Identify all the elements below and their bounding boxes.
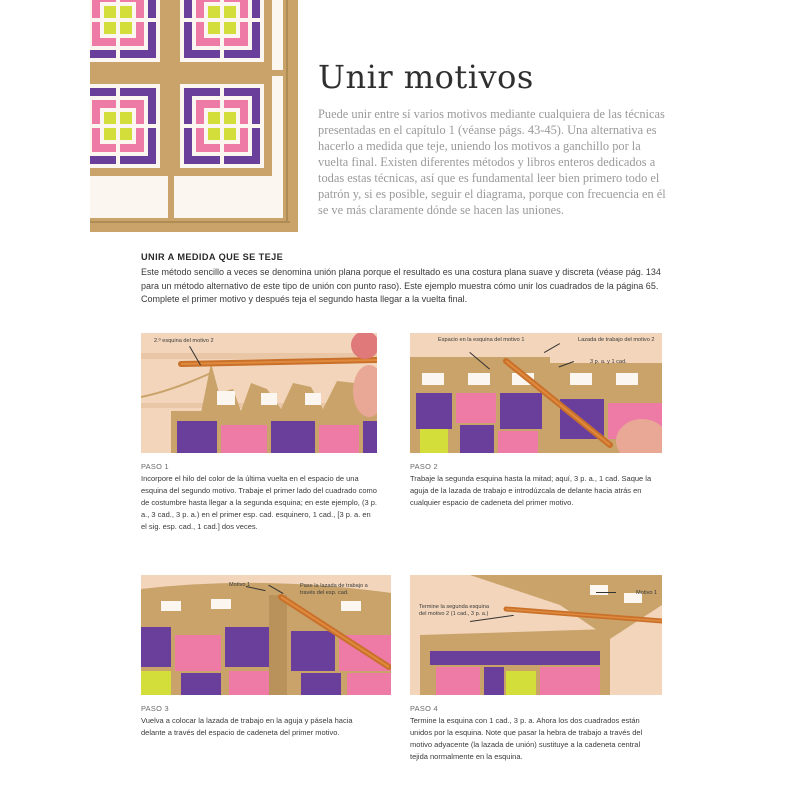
granny-square-cluster-gap (220, 0, 224, 60)
step-4-photo (410, 575, 662, 695)
granny-square-cluster-gap (116, 0, 120, 60)
step-3-text: Vuelva a colocar la lazada de trabajo en la aguja y pásela hacia delante a través del espacio de cadeneta del primer motivo. (141, 716, 353, 737)
step-2-label: PASO 2 (410, 462, 438, 471)
step-4-label: PASO 4 (410, 704, 438, 713)
step-4-text: Termine la esquina con 1 cad., 3 p. a. Ahora los dos cuadrados están unidos por la esquina. Note que pasar la hebra de trabajo a través del motivo adyacente (la lazada de unión) sustituye a la cadeneta central tejida normalmente en la esquina. (410, 716, 643, 761)
granny-square-cluster-gap (182, 18, 262, 22)
hero-photo-granny-squares (90, 0, 298, 232)
granny-square-join-horizontal (90, 70, 298, 76)
intro-paragraph: Puede unir entre sí varios motivos mediante cualquiera de las técnicas presentadas en el capítulo 1 (véanse págs. 43-45). Una alternativa es hacerlo a medida que teje, uniendo los motivos a ganchillo por la vuelta final. Existen diferentes métodos y libros enteros dedicados a todas estas técnicas, así que es fundamental leer bien primero todo el patrón y, si es posible, seguir el diagrama, porque con frecuencia en él se ve más claramente dónde se hacen las uniones. (318, 107, 666, 217)
granny-squares-illustration (90, 0, 298, 232)
granny-square-cluster-gap (90, 124, 158, 128)
step-4-annotation-finish-corner: Termine la segunda esquina del motivo 2 (1 cad., 3 p. a.) (419, 604, 489, 617)
granny-square-cluster-gap (90, 18, 158, 22)
step-1-annotation: 2.º esquina del motivo 2 (154, 338, 214, 344)
step-2-annotation-stitches: 3 p. a. y 1 cad. (590, 359, 627, 365)
step-2-annotation-corner-space-text: Espacio en la esquina del motivo 1 (438, 337, 525, 343)
page-title: Unir motivos (318, 58, 534, 96)
step-3-annotation-motif-1: Motivo 1 (229, 582, 251, 588)
step-2-photo (410, 333, 662, 453)
step-4-annotation-motif-1: Motivo 1 (636, 590, 658, 596)
step-3-annotation-pass-loop: Pase la lazada de trabajo a través del esp. cad. (300, 583, 368, 596)
step-2-annotation-corner-space (438, 337, 524, 344)
step-2-text: Trabaje la segunda esquina hasta la mitad; aquí, 3 p. a., 1 cad. Saque la aguja de la lazada de trabajo e introdúzcala de delante hacia atrás en cualquier espacio de cadeneta del primer motivo. (410, 474, 652, 507)
section-heading: UNIR A MEDIDA QUE SE TEJE (141, 252, 284, 262)
step-2-annotation-working-loop (578, 337, 655, 344)
section-paragraph: Este método sencillo a veces se denomina unión plana porque el resultado es una costura plana suave y discreta (véase pág. 134 para un método alternativo de este tipo de unión con punto raso). Este ejemplo muestra cómo unir los cuadrados de la página 65. Complete el primer motivo y después teja el segundo hasta llegar a la vuelta final. (141, 267, 661, 305)
step-3-label: PASO 3 (141, 704, 169, 713)
step-2-annotation-working-loop-text: Lazada de trabajo del motivo 2 (578, 337, 655, 343)
granny-square-cluster-gap (182, 124, 262, 128)
step-1-label: PASO 1 (141, 462, 169, 471)
step-4-annotation-motif-1-leader (596, 592, 616, 593)
granny-square-join-vertical (168, 0, 174, 232)
step-1-text: Incorpore el hilo del color de la última vuelta en el espacio de una esquina del segundo motivo. Trabaje el primer lado del cuadrado como de costumbre hasta llegar a la segunda esquina; en este ejemplo, (3 p. a., 3 cad., 3 p. a.) en el primer esp. cad. esquinero, 1 cad., [3 p. a. en el sig. esp. cad., 1 cad.] dos veces. (141, 474, 377, 531)
step-1-photo (141, 333, 377, 453)
